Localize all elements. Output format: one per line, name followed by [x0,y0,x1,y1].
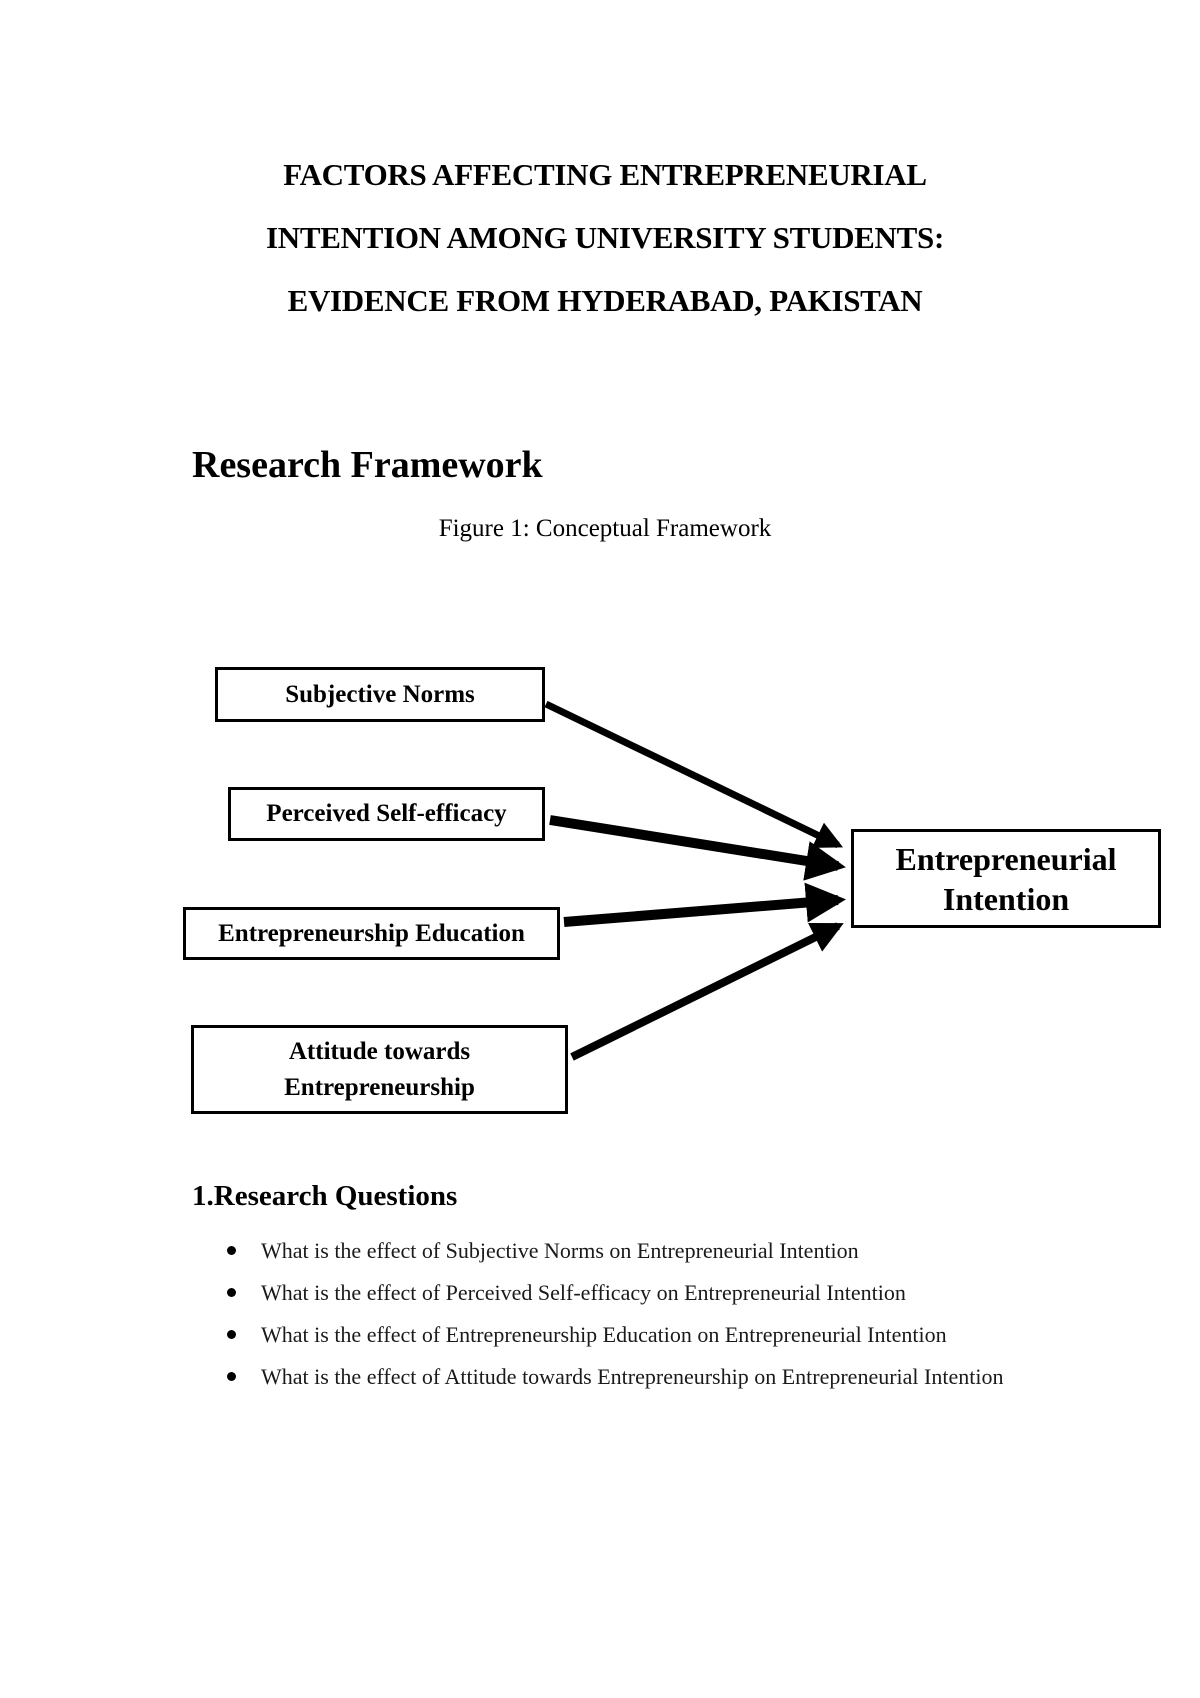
node-label: Intention [942,880,1070,917]
bullet-icon [227,1330,236,1339]
document-title [150,143,1060,332]
arrow-attitude [572,926,838,1057]
title-line: EVIDENCE FROM HYDERABAD, PAKISTAN [287,283,923,318]
list-item [192,1314,1032,1356]
arrow-entrepreneurship-education [564,900,838,922]
node-label: Entrepreneurship [284,1073,475,1101]
node-entrepreneurial-intention [851,829,1161,928]
arrow-subjective-norms [546,704,838,845]
node-subjective-norms [215,667,545,722]
research-questions-list [192,1230,1032,1398]
node-label: Attitude towards [288,1037,471,1065]
question-text: What is the effect of Entrepreneurship Education on Entrepreneurial Intention [261,1322,947,1347]
node-perceived-self-efficacy [228,787,545,841]
node-label: Entrepreneurship Education [218,919,525,947]
node-entrepreneurship-education [183,907,560,960]
list-item [192,1272,1032,1314]
question-text: What is the effect of Subjective Norms on Entrepreneurial Intention [261,1238,859,1263]
bullet-icon [227,1372,236,1381]
list-item [192,1356,1032,1398]
bullet-icon [227,1246,236,1255]
question-text: What is the effect of Perceived Self-efficacy on Entrepreneurial Intention [261,1280,906,1305]
node-attitude-towards-entrepreneurship [191,1025,568,1114]
question-text: What is the effect of Attitude towards Entrepreneurship on Entrepreneurial Intention [261,1364,1004,1389]
node-label: Entrepreneurial [895,840,1117,877]
title-line: INTENTION AMONG UNIVERSITY STUDENTS: [266,220,944,255]
research-questions-heading: 1.Research Questions [192,1180,458,1212]
section-heading-research-framework: Research Framework [192,444,543,486]
bullet-icon [227,1288,236,1297]
node-label: Subjective Norms [285,680,475,708]
figure-caption: Figure 1: Conceptual Framework [438,515,772,542]
list-item [192,1230,1032,1272]
arrow-perceived-self-efficacy [550,820,838,866]
title-line: FACTORS AFFECTING ENTREPRENEURIAL [283,157,927,192]
node-label: Perceived Self-efficacy [266,800,507,827]
